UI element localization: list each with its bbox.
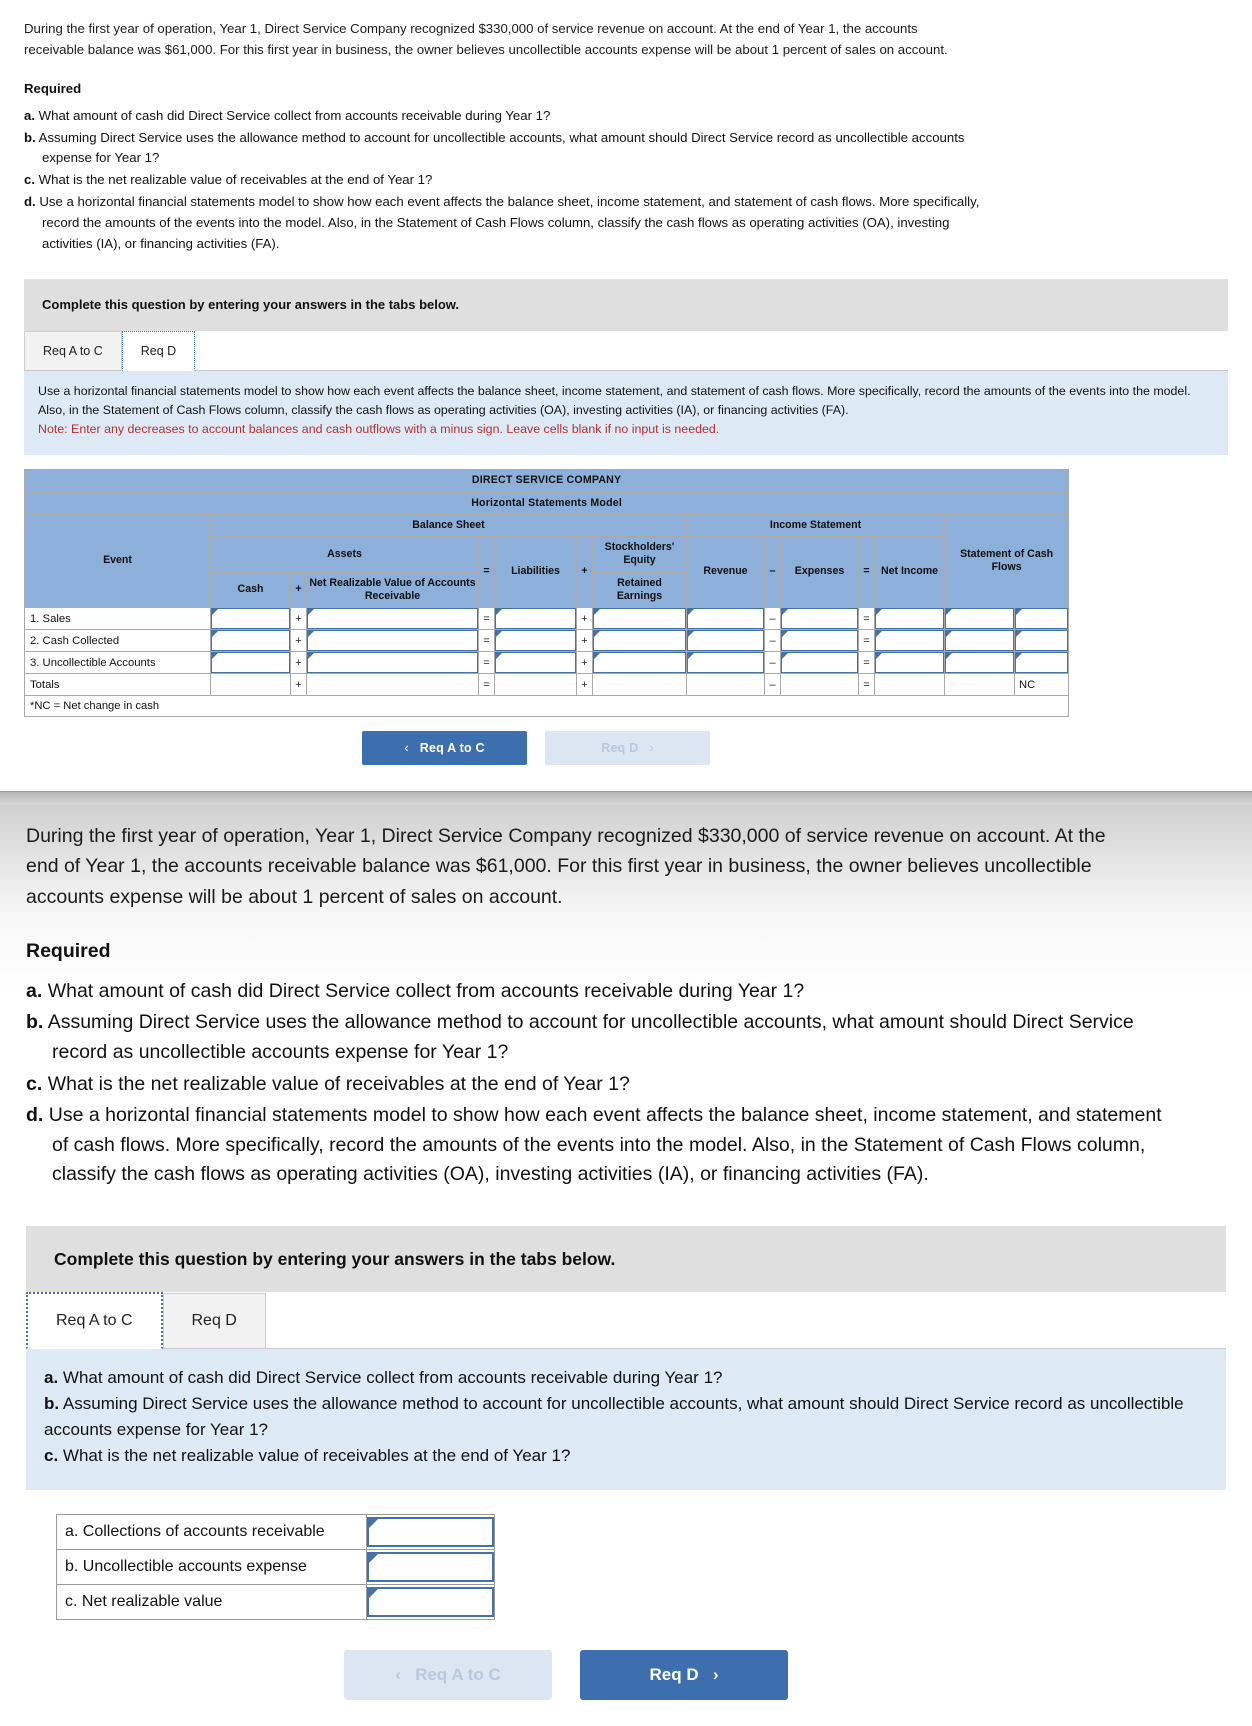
problem-stem: During the first year of operation, Year 1, Direct Service Company recognized $330,000 of service revenue on account. At the end of Year 1, the accounts receivable balance was $61,000. For this first year in business, the owner believes uncollectible accounts expense will be about 1 percent of sales on account.	[24, 21, 948, 58]
cell-collected-revenue[interactable]	[687, 630, 765, 652]
row-label-uncollectible-accounts: 3. Uncollectible Accounts	[25, 652, 211, 674]
bottom-question-b	[44, 1391, 1208, 1443]
header-cash: Cash	[211, 572, 291, 607]
chevron-left-icon-bottom: ‹	[395, 1665, 401, 1685]
requirements-list-large	[26, 977, 1226, 1190]
answer-cell-b[interactable]	[367, 1550, 495, 1585]
op-totals-plus-assets: +	[291, 674, 307, 696]
header-revenue: Revenue	[687, 537, 765, 608]
tab-req-d[interactable]: Req D	[122, 331, 195, 371]
cell-collected-cash-flow-class[interactable]	[1015, 630, 1069, 652]
input-collections-of-accounts-receivable[interactable]	[367, 1517, 494, 1547]
requirement-label-c: c.	[24, 172, 35, 188]
header-liabilities: Liabilities	[495, 537, 577, 608]
input-sales-liabilities[interactable]	[495, 608, 576, 629]
bottom-nav-buttons	[26, 1620, 1106, 1700]
bottom-question-text-a: What amount of cash did Direct Service collect from accounts receivable during Year 1?	[62, 1368, 723, 1388]
cell-uncollectible-revenue[interactable]	[687, 652, 765, 674]
bottom-tab-req-d[interactable]: Req D	[163, 1293, 266, 1348]
requirement-text-b: Assuming Direct Service uses the allowance method to account for uncollectible accounts, what amount should Direct Service record as uncollectible accounts expense for Year 1?	[38, 129, 965, 166]
answer-label-c: c. Net realizable value	[57, 1585, 367, 1620]
input-collected-revenue[interactable]	[687, 630, 764, 651]
answer-cell-a[interactable]	[367, 1515, 495, 1550]
header-balance-sheet: Balance Sheet	[211, 514, 687, 536]
cell-collected-retained-earnings[interactable]	[593, 630, 687, 652]
operator-equals-bs: =	[479, 537, 495, 608]
total-cash-flow-class: NC	[1015, 674, 1069, 696]
input-uncollectible-revenue[interactable]	[687, 652, 764, 673]
cell-sales-revenue[interactable]	[687, 608, 765, 630]
op-uncollectible-equals-is: =	[859, 652, 875, 674]
cell-sales-liabilities[interactable]	[495, 608, 577, 630]
op-totals-equals-is: =	[859, 674, 875, 696]
bottom-tab-bar	[26, 1292, 1226, 1349]
complete-question-banner: Complete this question by entering your answers in the tabs below.	[24, 279, 1228, 331]
cell-sales-nrv[interactable]	[307, 608, 479, 630]
complete-question-banner-large: Complete this question by entering your answers in the tabs below.	[26, 1226, 1226, 1292]
total-revenue	[687, 674, 765, 696]
model-subtitle: Horizontal Statements Model	[25, 492, 1069, 514]
header-retained-earnings: Retained Earnings	[593, 572, 687, 607]
cell-uncollectible-liabilities[interactable]	[495, 652, 577, 674]
requirement-label-a-large: a.	[26, 979, 43, 1002]
requirement-text-a-large: What amount of cash did Direct Service collect from accounts receivable during Year 1?	[47, 979, 805, 1002]
cell-collected-cash-flow-amount[interactable]	[945, 630, 1015, 652]
input-collected-cash[interactable]	[211, 630, 290, 651]
op-uncollectible-equals-bs: =	[479, 652, 495, 674]
row-label-sales: 1. Sales	[25, 608, 211, 630]
cell-uncollectible-cash-flow-amount[interactable]	[945, 652, 1015, 674]
required-heading-large: Required	[26, 939, 111, 962]
input-uncollectible-nrv[interactable]	[307, 652, 478, 673]
op-totals-minus: –	[765, 674, 781, 696]
top-prev-button[interactable]	[362, 731, 527, 765]
total-cash	[211, 674, 291, 696]
requirement-item-c-large	[26, 1070, 1166, 1100]
row-label-cash-collected: 2. Cash Collected	[25, 630, 211, 652]
input-sales-expenses[interactable]	[781, 608, 858, 629]
cell-uncollectible-net-income[interactable]	[875, 652, 945, 674]
requirement-item-b	[24, 128, 984, 170]
requirement-label-d: d.	[24, 194, 36, 210]
input-uncollectible-cash-flow-class[interactable]	[1015, 652, 1068, 673]
cell-collected-net-income[interactable]	[875, 630, 945, 652]
answers-table	[56, 1514, 495, 1620]
op-uncollectible-minus: –	[765, 652, 781, 674]
horizontal-statements-model-wrap	[0, 455, 1252, 717]
requirement-text-d: Use a horizontal financial statements model to show how each event affects the balance sheet, income statement, and statement of cash flows. More specifically, record the amounts of the events into the model. Also, in the Statement of Cash Flows column, classify the cash flows as operating activities (OA), investing activities (IA), or financing activities (FA).	[39, 194, 980, 251]
total-cash-flow-amount	[945, 674, 1015, 696]
bottom-instruction-panel	[26, 1349, 1226, 1490]
input-sales-cash-flow-amount[interactable]	[945, 608, 1014, 629]
bottom-prev-label: Req A to C	[415, 1665, 501, 1685]
op-collected-equals-is: =	[859, 630, 875, 652]
model-title-row-company	[25, 470, 1069, 492]
op-sales-equals-is: =	[859, 608, 875, 630]
operator-plus-equity: +	[577, 537, 593, 608]
total-net-income	[875, 674, 945, 696]
cell-sales-cash-flow-class[interactable]	[1015, 608, 1069, 630]
model-footnote: *NC = Net change in cash	[25, 696, 1069, 717]
operator-equals-is: =	[859, 537, 875, 608]
header-statement-of-cash-flows: Statement of Cash Flows	[945, 514, 1069, 607]
op-collected-equals-bs: =	[479, 630, 495, 652]
input-uncollectible-net-income[interactable]	[875, 652, 944, 673]
horizontal-statements-model-table	[24, 469, 1069, 717]
op-uncollectible-plus-equity: +	[577, 652, 593, 674]
header-income-statement: Income Statement	[687, 514, 945, 536]
model-company-title: DIRECT SERVICE COMPANY	[25, 470, 1069, 492]
problem-stem-large: During the first year of operation, Year 1, Direct Service Company recognized $330,000 of service revenue on account. At the end of Year 1, the accounts receivable balance was $61,000. For this first year in business, the owner believes uncollectible accounts expense will be about 1 percent of sales on account.	[26, 825, 1106, 908]
bottom-question-text-c: What is the net realizable value of receivables at the end of Year 1?	[62, 1445, 571, 1465]
total-liabilities	[495, 674, 577, 696]
row-label-totals: Totals	[25, 674, 211, 696]
operator-plus-assets: +	[291, 572, 307, 607]
requirement-text-b-large: Assuming Direct Service uses the allowance method to account for uncollectible accounts, what amount should Direct Service record as uncollectible accounts expense for Year 1?	[47, 1011, 1134, 1063]
requirement-label-b: b.	[24, 129, 36, 145]
bottom-next-button[interactable]	[580, 1650, 788, 1700]
requirement-label-c-large: c.	[26, 1072, 43, 1095]
top-instruction-line-1: Use a horizontal financial statements model to show how each event affects the balance sheet, income statement, and statement of cash flows. More specifically, record the amounts of the events into	[38, 383, 1130, 398]
chevron-right-icon: ›	[649, 741, 654, 756]
total-nrv	[307, 674, 479, 696]
input-uncollectible-expenses[interactable]	[781, 652, 858, 673]
model-title-row-model	[25, 492, 1069, 514]
op-totals-plus-equity: +	[577, 674, 593, 696]
header-event: Event	[25, 514, 211, 607]
input-collected-expenses[interactable]	[781, 630, 858, 651]
requirement-item-a-large	[26, 977, 1166, 1007]
top-section	[0, 0, 1252, 455]
cell-uncollectible-cash-flow-class[interactable]	[1015, 652, 1069, 674]
chevron-left-icon: ‹	[404, 741, 409, 756]
cell-collected-nrv[interactable]	[307, 630, 479, 652]
answer-label-b: b. Uncollectible accounts expense	[57, 1550, 367, 1585]
top-nav-buttons	[24, 717, 1048, 765]
table-row	[25, 630, 1069, 652]
requirement-item-c	[24, 170, 984, 191]
total-expenses	[781, 674, 859, 696]
op-sales-minus: –	[765, 608, 781, 630]
input-collected-nrv[interactable]	[307, 630, 478, 651]
cell-sales-net-income[interactable]	[875, 608, 945, 630]
section-separator	[0, 791, 1252, 805]
header-stockholders-equity: Stockholders' Equity	[593, 537, 687, 572]
operator-minus: –	[765, 537, 781, 608]
op-collected-minus: –	[765, 630, 781, 652]
bottom-question-label-c: c.	[44, 1445, 59, 1465]
answer-row-c	[57, 1585, 495, 1620]
cell-sales-cash-flow-amount[interactable]	[945, 608, 1015, 630]
op-collected-plus-assets: +	[291, 630, 307, 652]
requirement-item-d-large	[26, 1101, 1166, 1190]
header-assets: Assets	[211, 537, 479, 572]
cell-collected-expenses[interactable]	[781, 630, 859, 652]
op-collected-plus-equity: +	[577, 630, 593, 652]
op-totals-equals-bs: =	[479, 674, 495, 696]
bottom-padding	[26, 1700, 1226, 1726]
answer-cell-c[interactable]	[367, 1585, 495, 1620]
table-row	[25, 608, 1069, 630]
input-sales-cash-flow-class[interactable]	[1015, 608, 1068, 629]
footnote-row	[25, 696, 1069, 717]
model-group-header-row	[25, 514, 1069, 536]
header-expenses: Expenses	[781, 537, 859, 608]
bottom-question-a	[44, 1365, 1208, 1391]
requirement-text-d-large: Use a horizontal financial statements model to show how each event affects the balance sheet, income statement, and statement of cash flows. More specifically, record the amounts of the events into the model. Also, in the Statement of Cash Flows column, classify the cash flows as operating activities (OA), investing activities (IA), or financing activities (FA).	[48, 1104, 1162, 1186]
bottom-section	[0, 805, 1252, 1726]
top-instruction-line-2: the model. Also, in the Statement of Cash Flows column, classify the cash flows as operating activities (OA), investing activities (IA), or financing activities (FA).	[38, 383, 1191, 417]
input-uncollectible-retained-earnings[interactable]	[593, 652, 686, 673]
requirement-item-d	[24, 192, 984, 255]
totals-row	[25, 674, 1069, 696]
op-uncollectible-plus-assets: +	[291, 652, 307, 674]
bottom-question-label-b: b.	[44, 1393, 60, 1413]
op-sales-plus-assets: +	[291, 608, 307, 630]
input-sales-cash[interactable]	[211, 608, 290, 629]
header-net-income: Net Income	[875, 537, 945, 608]
top-prev-label: Req A to C	[419, 741, 485, 756]
bottom-question-text-b: Assuming Direct Service uses the allowance method to account for uncollectible accounts, what amount should Direct Service record as uncollectible accounts expense for Year 1?	[44, 1393, 1184, 1439]
requirement-text-a: What amount of cash did Direct Service collect from accounts receivable during Year 1?	[38, 107, 551, 123]
requirements-list	[24, 106, 1228, 255]
bottom-question-c	[44, 1443, 1208, 1469]
cell-uncollectible-cash[interactable]	[211, 652, 291, 674]
cell-uncollectible-nrv[interactable]	[307, 652, 479, 674]
op-sales-plus-equity: +	[577, 608, 593, 630]
cell-uncollectible-expenses[interactable]	[781, 652, 859, 674]
top-tab-bar	[24, 331, 1228, 371]
bottom-next-label: Req D	[649, 1665, 699, 1685]
requirement-label-b-large: b.	[26, 1011, 44, 1034]
input-collected-cash-flow-class[interactable]	[1015, 630, 1068, 651]
cell-collected-cash[interactable]	[211, 630, 291, 652]
required-heading: Required	[24, 80, 82, 96]
input-uncollectible-accounts-expense[interactable]	[367, 1552, 494, 1582]
requirement-label-d-large: d.	[26, 1104, 44, 1127]
requirement-item-a	[24, 106, 984, 127]
bottom-tab-req-a-to-c[interactable]: Req A to C	[26, 1292, 163, 1349]
cell-collected-liabilities[interactable]	[495, 630, 577, 652]
input-uncollectible-cash[interactable]	[211, 652, 290, 673]
input-sales-nrv[interactable]	[307, 608, 478, 629]
bottom-prev-button[interactable]	[344, 1650, 552, 1700]
requirement-label-a: a.	[24, 107, 35, 123]
table-row	[25, 652, 1069, 674]
top-next-button[interactable]	[545, 731, 710, 765]
input-collected-cash-flow-amount[interactable]	[945, 630, 1014, 651]
cell-sales-cash[interactable]	[211, 608, 291, 630]
chevron-right-icon-bottom: ›	[712, 1665, 719, 1685]
requirement-text-c-large: What is the net realizable value of receivables at the end of Year 1?	[47, 1072, 630, 1095]
top-next-label: Req D	[601, 741, 639, 756]
cell-uncollectible-retained-earnings[interactable]	[593, 652, 687, 674]
input-collected-net-income[interactable]	[875, 630, 944, 651]
tab-req-a-to-c[interactable]: Req A to C	[24, 331, 122, 370]
bottom-question-label-a: a.	[44, 1368, 59, 1388]
input-net-realizable-value[interactable]	[367, 1587, 494, 1617]
input-collected-retained-earnings[interactable]	[593, 630, 686, 651]
requirement-item-b-large	[26, 1008, 1166, 1067]
cell-sales-retained-earnings[interactable]	[593, 608, 687, 630]
answer-row-a	[57, 1515, 495, 1550]
input-sales-net-income[interactable]	[875, 608, 944, 629]
cell-sales-expenses[interactable]	[781, 608, 859, 630]
answer-label-a: a. Collections of accounts receivable	[57, 1515, 367, 1550]
input-uncollectible-liabilities[interactable]	[495, 652, 576, 673]
answer-row-b	[57, 1550, 495, 1585]
op-sales-equals-bs: =	[479, 608, 495, 630]
input-uncollectible-cash-flow-amount[interactable]	[945, 652, 1014, 673]
input-collected-liabilities[interactable]	[495, 630, 576, 651]
total-retained-earnings	[593, 674, 687, 696]
header-net-realizable-value: Net Realizable Value of Accounts Receivable	[307, 572, 479, 607]
top-instruction-note: Note: Enter any decreases to account balances and cash outflows with a minus sign. Leave cells blank if no input is needed.	[38, 422, 720, 437]
input-sales-retained-earnings[interactable]	[593, 608, 686, 629]
input-sales-revenue[interactable]	[687, 608, 764, 629]
requirement-text-c: What is the net realizable value of receivables at the end of Year 1?	[38, 172, 433, 188]
top-instruction-panel	[24, 371, 1228, 456]
